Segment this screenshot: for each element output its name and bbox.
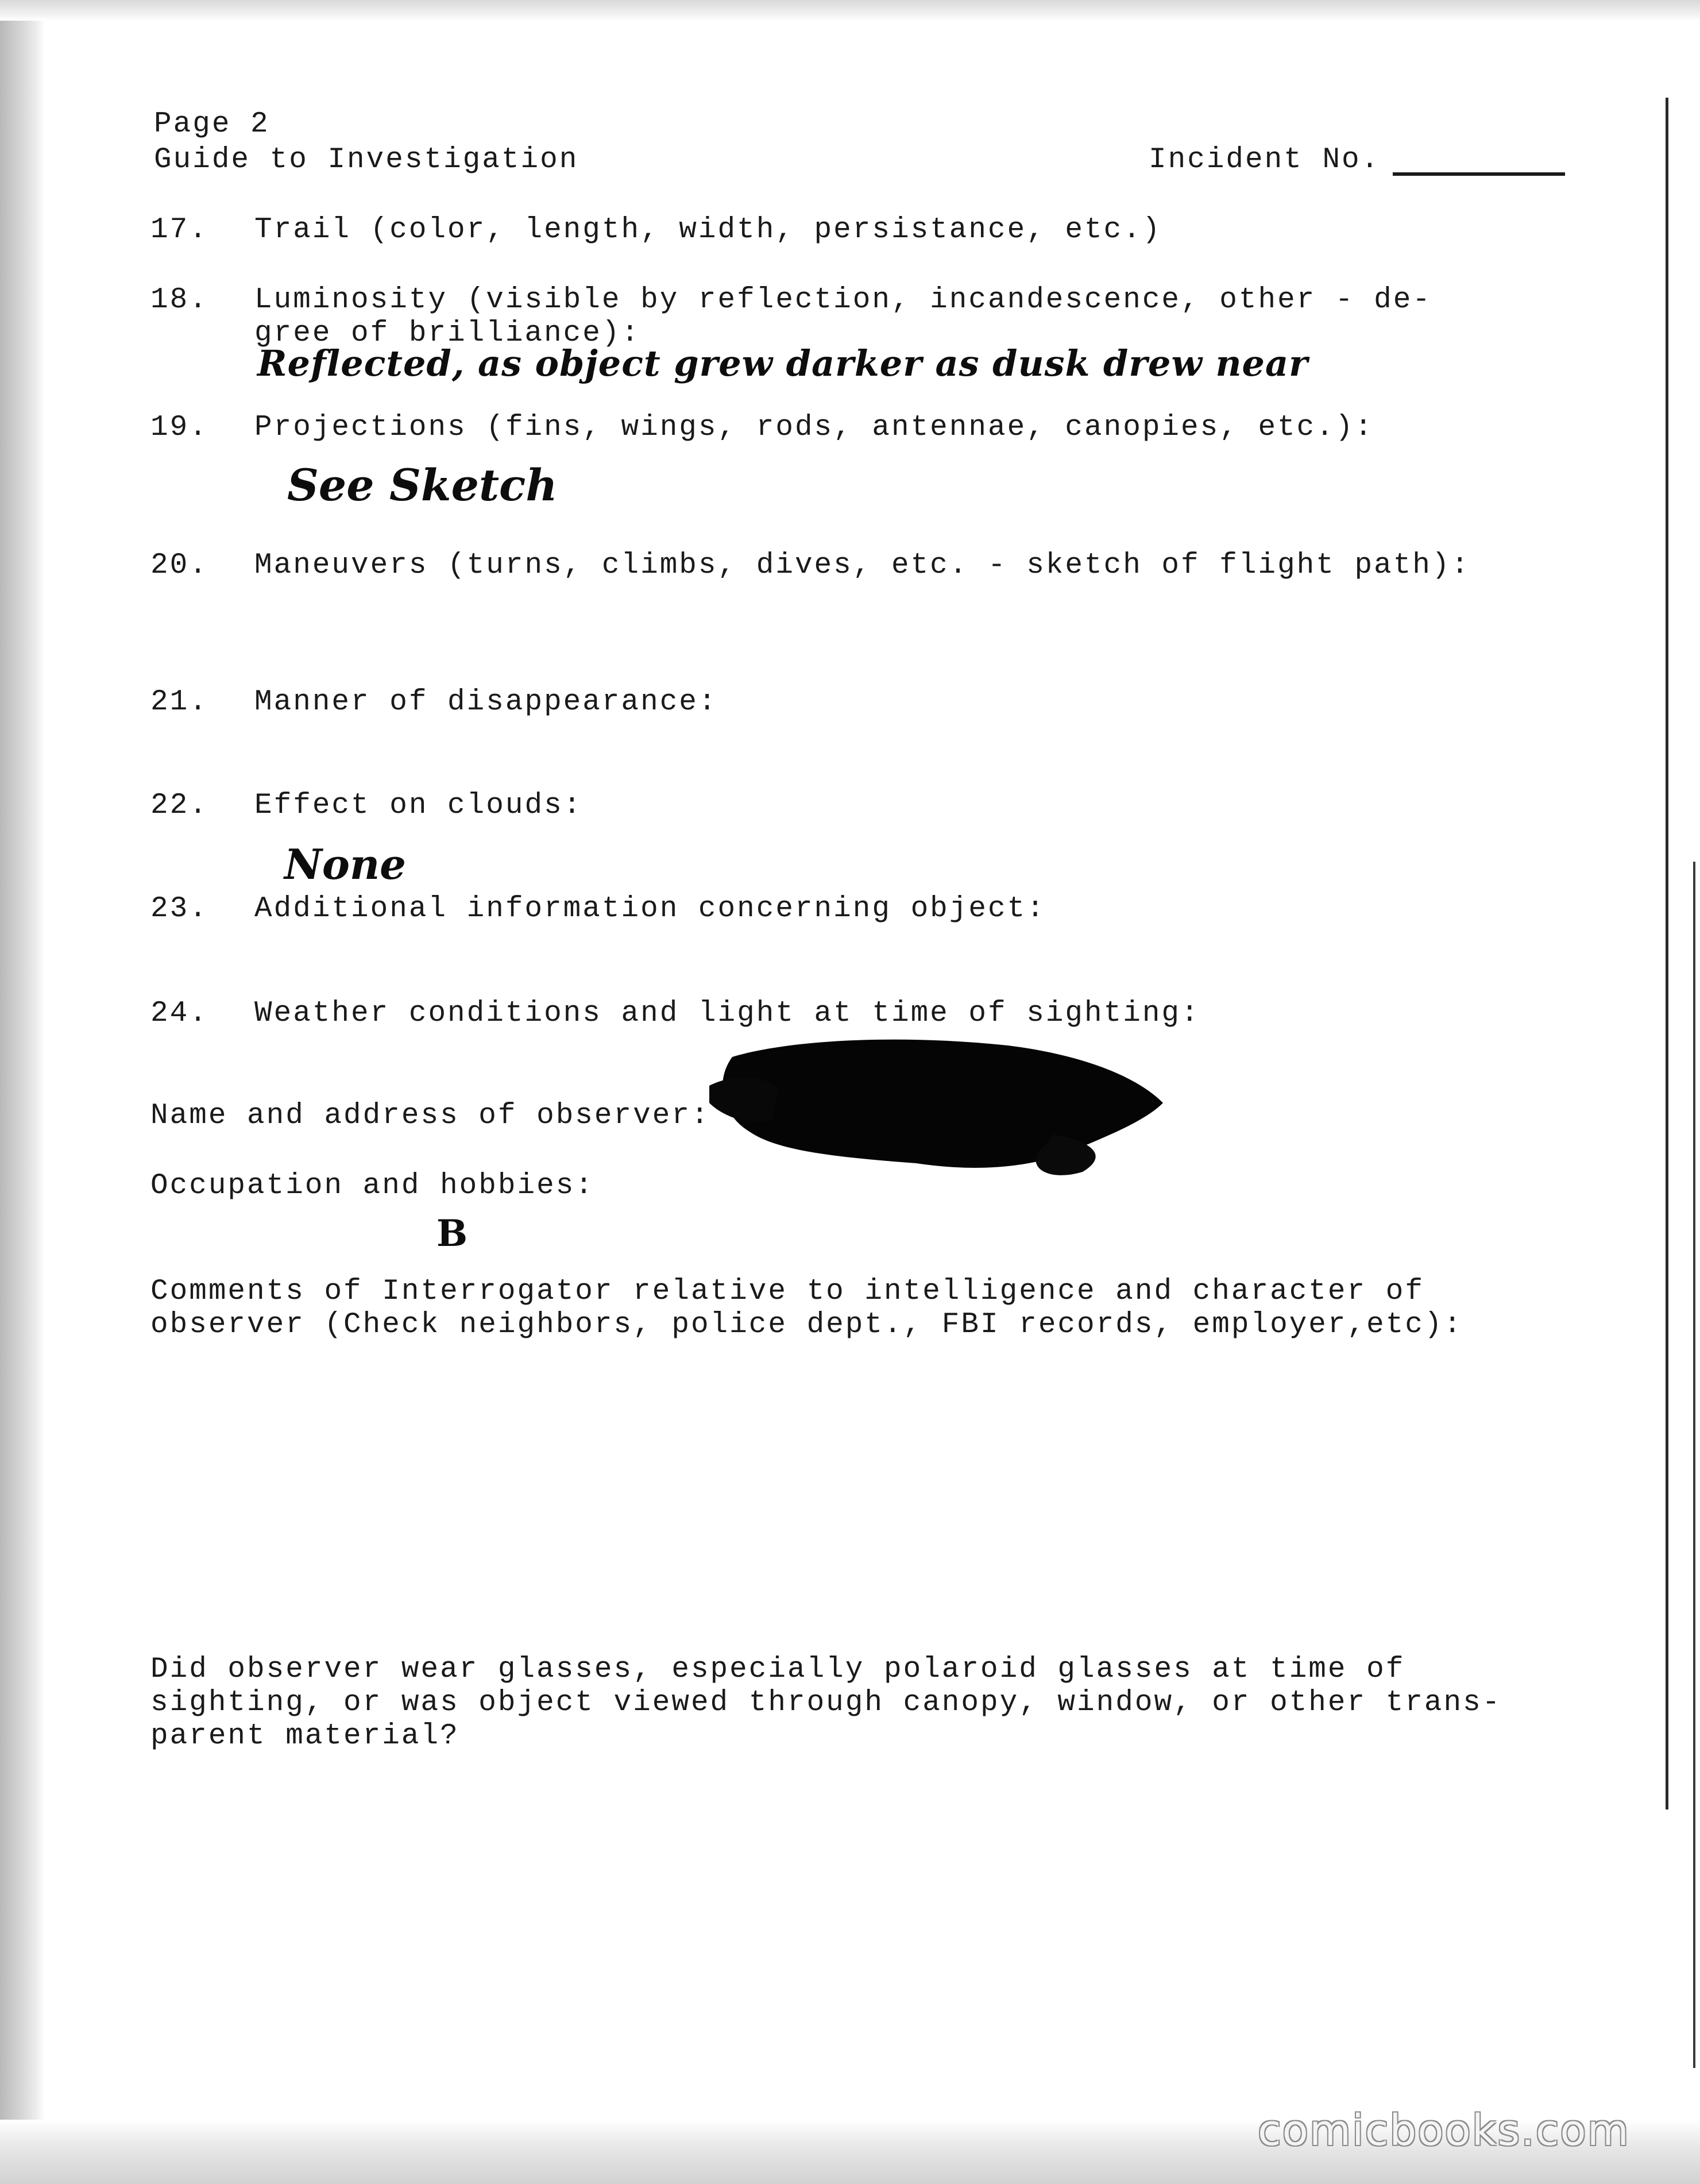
incident-number-blank (1393, 172, 1565, 176)
document-title: Guide to Investigation (154, 144, 579, 176)
item-question: Luminosity (visible by reflection, incandescence, other - de- (254, 284, 1432, 317)
item-question: Effect on clouds: (254, 789, 583, 822)
redaction-mark (709, 1034, 1169, 1183)
item-number: 17. (150, 214, 208, 246)
item-number: 18. (150, 284, 208, 317)
handwritten-answer: None (284, 840, 406, 889)
observer-name-label: Name and address of observer: (150, 1099, 710, 1132)
comments-prompt: Comments of Interrogator relative to intelligence and character of (150, 1275, 1424, 1308)
scan-shadow-top (0, 0, 1700, 21)
item-question: Projections (fins, wings, rods, antennae, canopies, etc.): (254, 411, 1374, 444)
handwritten-answer: B (436, 1212, 468, 1255)
glasses-question-continued: sighting, or was object viewed through canopy, window, or other trans- (150, 1687, 1502, 1719)
glasses-question-continued: parent material? (150, 1720, 459, 1753)
item-question-continued: gree of brilliance): (254, 317, 641, 350)
item-number: 23. (150, 893, 208, 925)
scan-shadow-left (0, 0, 45, 2184)
item-number: 22. (150, 789, 208, 822)
item-question: Manner of disappearance: (254, 686, 718, 719)
item-question: Trail (color, length, width, persistance, etc.) (254, 214, 1162, 246)
handwritten-answer: See Sketch (287, 460, 558, 511)
page-number: Page 2 (154, 108, 270, 141)
occupation-label: Occupation and hobbies: (150, 1170, 594, 1202)
site-watermark: comicbooks.com (1258, 2106, 1630, 2155)
page-edge-line-outer (1693, 862, 1695, 2068)
item-number: 19. (150, 411, 208, 444)
item-question: Additional information concerning object: (254, 893, 1046, 925)
item-question: Maneuvers (turns, climbs, dives, etc. - sketch of flight path): (254, 549, 1471, 582)
item-number: 21. (150, 686, 208, 719)
glasses-question: Did observer wear glasses, especially polaroid glasses at time of (150, 1653, 1405, 1686)
page-edge-line (1666, 98, 1668, 1809)
comments-prompt-continued: observer (Check neighbors, police dept., FBI records, employer,etc): (150, 1309, 1463, 1341)
handwritten-answer: Reflected, as object grew darker as dusk drew near (257, 342, 1308, 384)
item-number: 20. (150, 549, 208, 582)
incident-number-label: Incident No. (1149, 144, 1381, 176)
item-number: 24. (150, 997, 208, 1030)
item-question: Weather conditions and light at time of sighting: (254, 997, 1200, 1030)
